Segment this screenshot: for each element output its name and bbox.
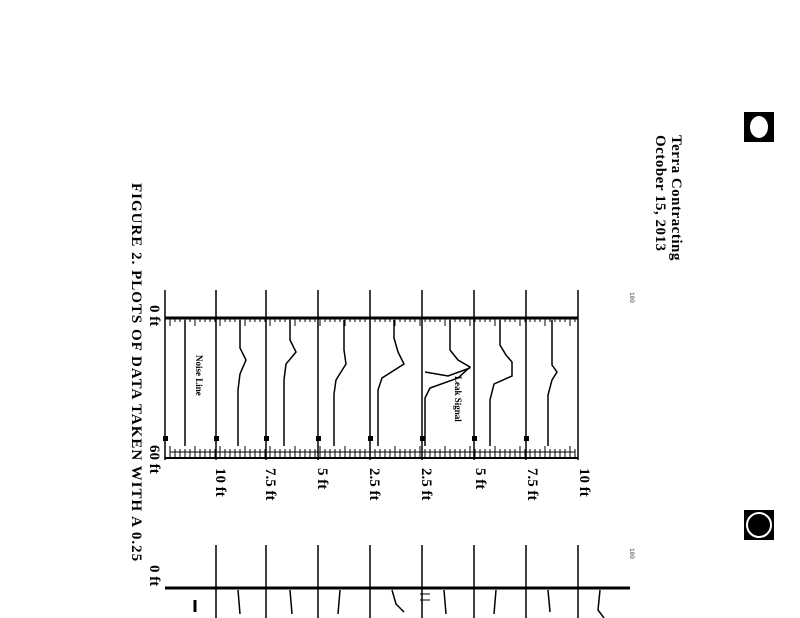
trace-label-7: 7.5 ft	[262, 468, 278, 501]
report-date: October 15, 2013	[652, 135, 668, 252]
trace-label-4: 2.5 ft	[418, 468, 434, 501]
trace-label-1: 10 ft	[576, 468, 592, 497]
company-name: Terra Contracting	[668, 135, 684, 261]
y-axis-top-value: 100	[628, 292, 635, 303]
trace-label-5: 2.5 ft	[366, 468, 382, 501]
trace-label-8: 10 ft	[212, 468, 228, 497]
distance-start-label: 0 ft	[146, 305, 162, 327]
svg-text:100: 100	[628, 548, 635, 559]
panel-right-start-label: 0 ft	[146, 565, 162, 587]
figure-caption: FIGURE 2. PLOTS OF DATA TAKEN WITH A 0.25	[128, 183, 144, 563]
leak-signal-annotation: Leak Signal	[453, 376, 463, 422]
noise-line-annotation: Noise Line	[194, 355, 204, 396]
trace-label-2: 7.5 ft	[524, 468, 540, 501]
trace-label-3: 5 ft	[472, 468, 488, 490]
distance-end-label: 60 ft	[146, 445, 162, 474]
trace-label-6: 5 ft	[314, 468, 330, 490]
